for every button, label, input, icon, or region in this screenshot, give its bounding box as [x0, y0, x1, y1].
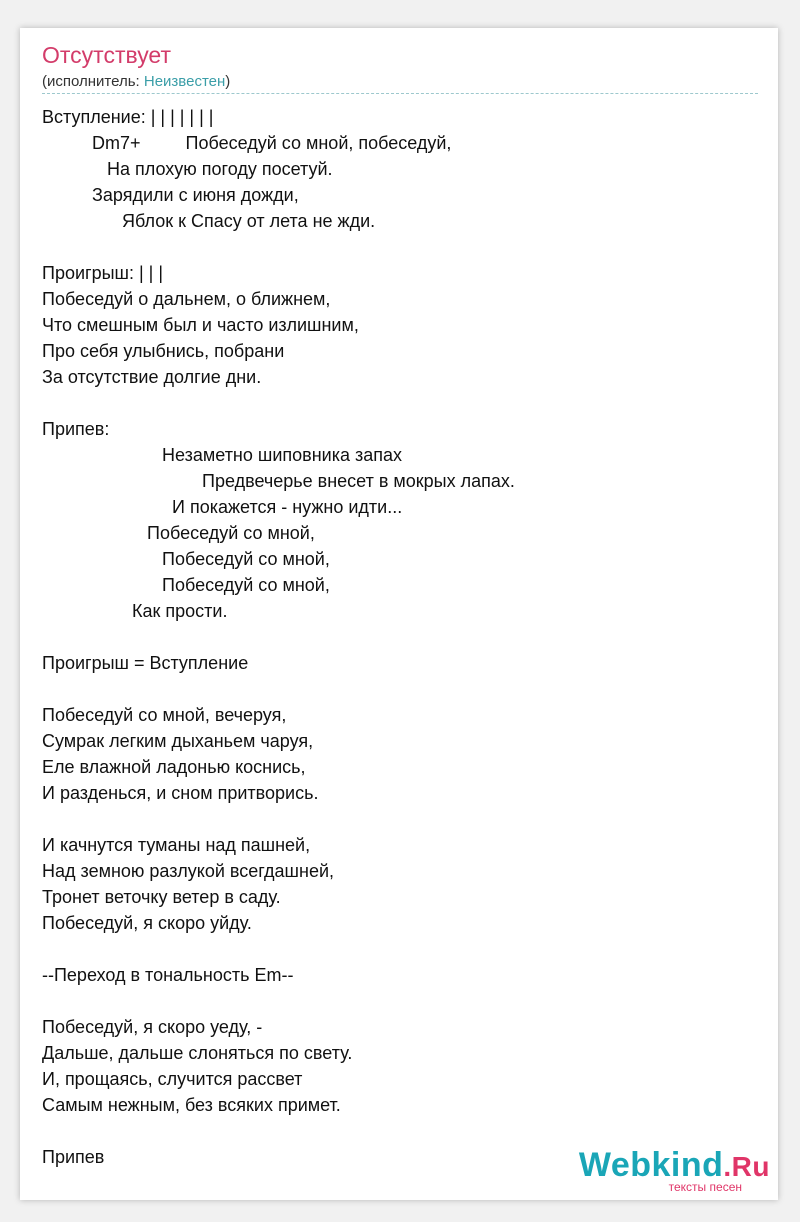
artist-line: [42, 73, 230, 90]
lyric-line: Яблок к Спасу от лета не жди.: [42, 211, 376, 231]
lyric-line: Над земною разлукой всегдашней,: [42, 861, 335, 881]
lyric-blank-line: [42, 390, 515, 416]
lyric-line: Тронет веточку ветер в саду.: [42, 887, 281, 907]
song-title: Отсутствует: [42, 42, 171, 68]
lyric-line: Про себя улыбнись, побрани: [42, 341, 285, 361]
lyric-line: Что смешным был и часто излишним,: [42, 315, 359, 335]
artist-link[interactable]: Неизвестен: [143, 73, 226, 90]
lyric-blank-line: [42, 988, 515, 1014]
lyric-line: Припев: [42, 1147, 105, 1167]
lyric-line: Побеседуй, я скоро уеду, -: [42, 1017, 263, 1037]
lyric-line: Побеседуй со мной,: [42, 549, 330, 569]
lyric-line: И разденься, и сном притворись.: [42, 783, 319, 803]
lyric-line: Проигрыш: | | |: [42, 263, 163, 283]
lyric-line: Побеседуй, я скоро уйду.: [42, 913, 252, 933]
lyric-line: За отсутствие долгие дни.: [42, 367, 262, 387]
logo-tld: .Ru: [723, 1151, 770, 1182]
lyric-line: Побеседуй со мной,: [42, 575, 330, 595]
lyric-line: И, прощаясь, случится рассвет: [42, 1069, 303, 1089]
logo-tagline: тексты песен: [668, 1180, 742, 1194]
lyric-line: Незаметно шиповника запах: [42, 445, 402, 465]
logo-main-text: Webkind: [578, 1146, 724, 1184]
artist-suffix: ): [225, 73, 231, 90]
lyric-line: Dm7+ Побеседуй со мной, побеседуй,: [42, 133, 452, 153]
lyric-blank-line: [42, 676, 515, 702]
lyric-line: Побеседуй со мной, вечеруя,: [42, 705, 287, 725]
lyric-blank-line: [42, 624, 515, 650]
lyric-line: Побеседуй со мной,: [42, 523, 315, 543]
lyric-blank-line: [42, 806, 515, 832]
lyric-line: И покажется - нужно идти...: [42, 497, 403, 517]
site-logo[interactable]: [570, 1146, 770, 1194]
lyric-line: Еле влажной ладонью коснись,: [42, 757, 306, 777]
lyric-blank-line: [42, 936, 515, 962]
lyric-line: --Переход в тональность Em--: [42, 965, 294, 985]
lyric-line: Предвечерье внесет в мокрых лапах.: [42, 471, 515, 491]
lyric-blank-line: [42, 1118, 515, 1144]
lyric-line: Побеседуй о дальнем, о ближнем,: [42, 289, 331, 309]
lyrics-page: [20, 28, 778, 1200]
lyric-line: Как прости.: [42, 601, 228, 621]
lyric-line: Проигрыш = Вступление: [42, 653, 249, 673]
lyric-line: Сумрак легким дыханьем чаруя,: [42, 731, 314, 751]
lyric-line: И качнутся туманы над пашней,: [42, 835, 311, 855]
header-divider: [42, 93, 758, 94]
lyric-blank-line: [42, 234, 515, 260]
lyric-line: Зарядили с июня дожди,: [42, 185, 299, 205]
artist-prefix: (исполнитель:: [42, 73, 144, 90]
lyric-line: Самым нежным, без всяких примет.: [42, 1095, 341, 1115]
lyric-line: Дальше, дальше слоняться по свету.: [42, 1043, 353, 1063]
lyrics-text: [42, 104, 515, 1170]
lyric-line: Вступление: | | | | | | |: [42, 107, 214, 127]
lyric-line: На плохую погоду посетуй.: [42, 159, 333, 179]
lyric-line: Припев:: [42, 419, 110, 439]
